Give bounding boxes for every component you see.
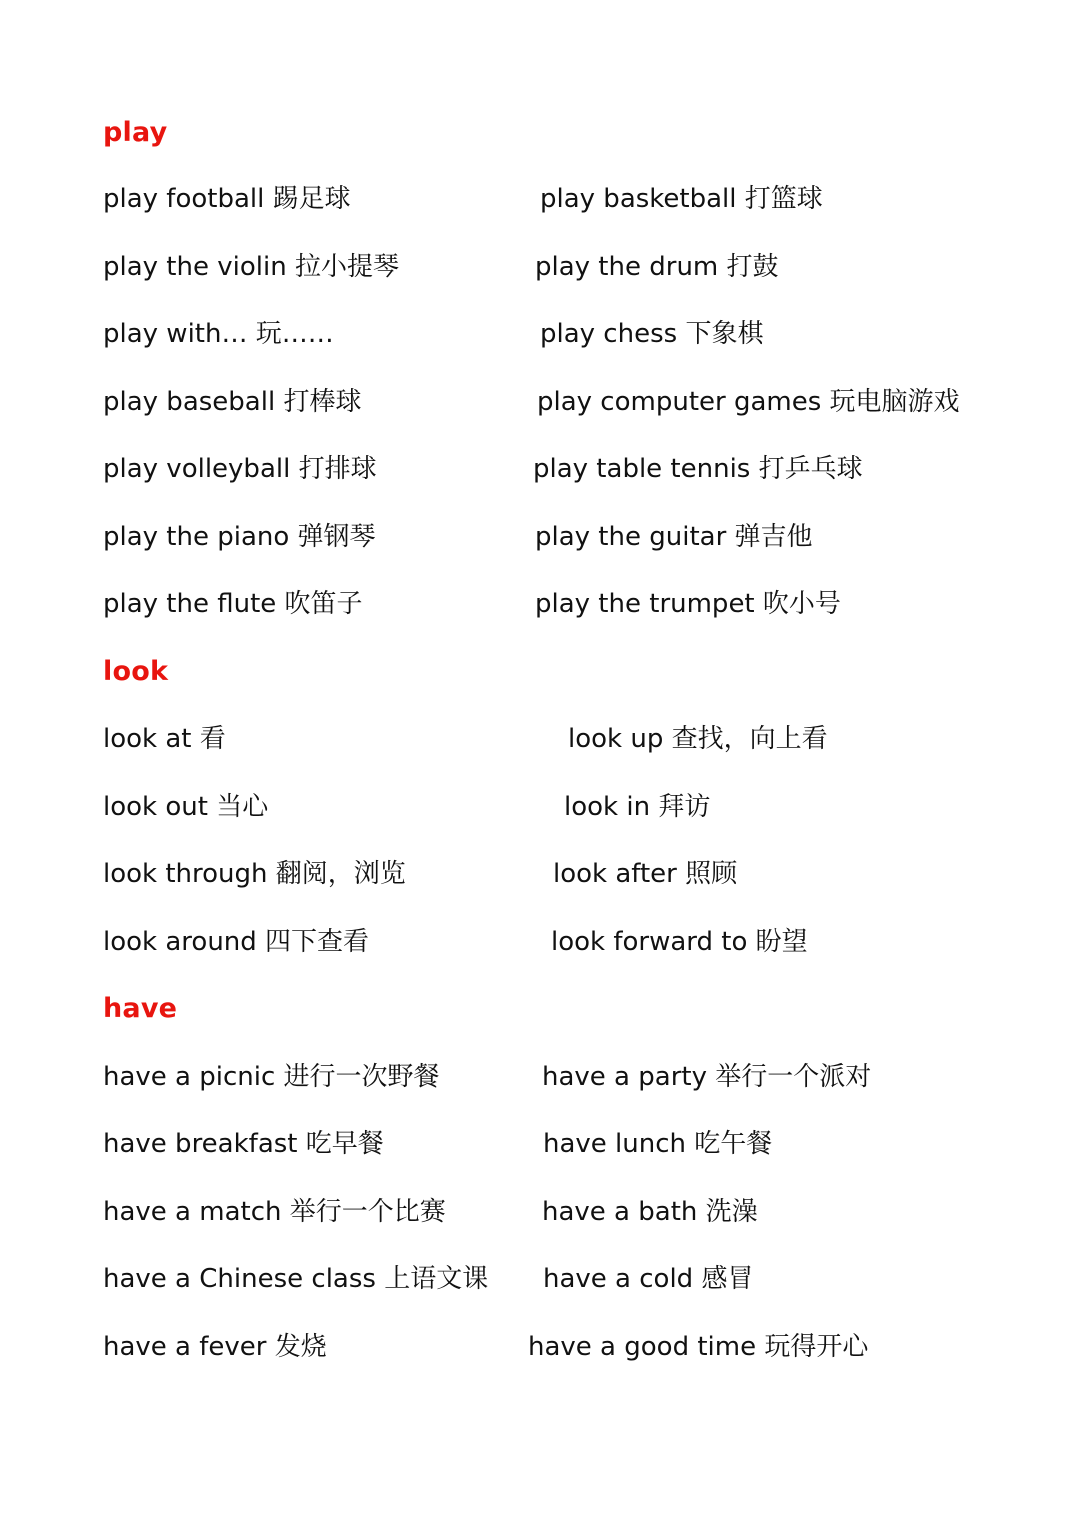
phrase-item: look through 翻阅，浏览 [103, 859, 406, 889]
phrase-item: look in 拜访 [564, 792, 711, 822]
phrase-item: play football 踢足球 [103, 184, 351, 214]
phrase-item: have a picnic 进行一次野餐 [103, 1062, 440, 1092]
phrase-item: play with… 玩…… [103, 319, 334, 349]
phrase-item: have a party 举行一个派对 [542, 1062, 872, 1092]
phrase-item: have a match 举行一个比赛 [103, 1197, 446, 1227]
phrase-item: look up 查找，向上看 [568, 724, 828, 754]
phrase-item: play the piano 弹钢琴 [103, 522, 376, 552]
phrase-item: have a good time 玩得开心 [528, 1332, 869, 1362]
phrase-item: look at 看 [103, 724, 226, 754]
phrase-item: have a Chinese class 上语文课 [103, 1264, 489, 1294]
phrase-item: have a cold 感冒 [543, 1264, 754, 1294]
phrase-item: play table tennis 打乒乓球 [533, 454, 863, 484]
phrase-item: look after 照顾 [553, 859, 738, 889]
phrase-item: play computer games 玩电脑游戏 [537, 387, 960, 417]
phrase-item: play the drum 打鼓 [535, 252, 779, 282]
phrase-item: play the flute 吹笛子 [103, 589, 363, 619]
section-heading-look: look [103, 656, 169, 687]
section-heading-play: play [103, 117, 168, 148]
phrase-item: look around 四下查看 [103, 927, 370, 957]
phrase-item: have a bath 洗澡 [542, 1197, 758, 1227]
phrase-item: play the guitar 弹吉他 [535, 522, 813, 552]
phrase-item: have lunch 吃午餐 [543, 1129, 773, 1159]
phrase-item: play the violin 拉小提琴 [103, 252, 399, 282]
phrase-item: play chess 下象棋 [540, 319, 764, 349]
phrase-item: have breakfast 吃早餐 [103, 1129, 384, 1159]
phrase-item: play the trumpet 吹小号 [535, 589, 841, 619]
phrase-item: look out 当心 [103, 792, 269, 822]
section-heading-have: have [103, 993, 178, 1024]
phrase-item: play basketball 打篮球 [540, 184, 823, 214]
phrase-item: look forward to 盼望 [551, 927, 808, 957]
phrase-item: play volleyball 打排球 [103, 454, 377, 484]
phrase-item: have a fever 发烧 [103, 1332, 327, 1362]
phrase-item: play baseball 打棒球 [103, 387, 362, 417]
